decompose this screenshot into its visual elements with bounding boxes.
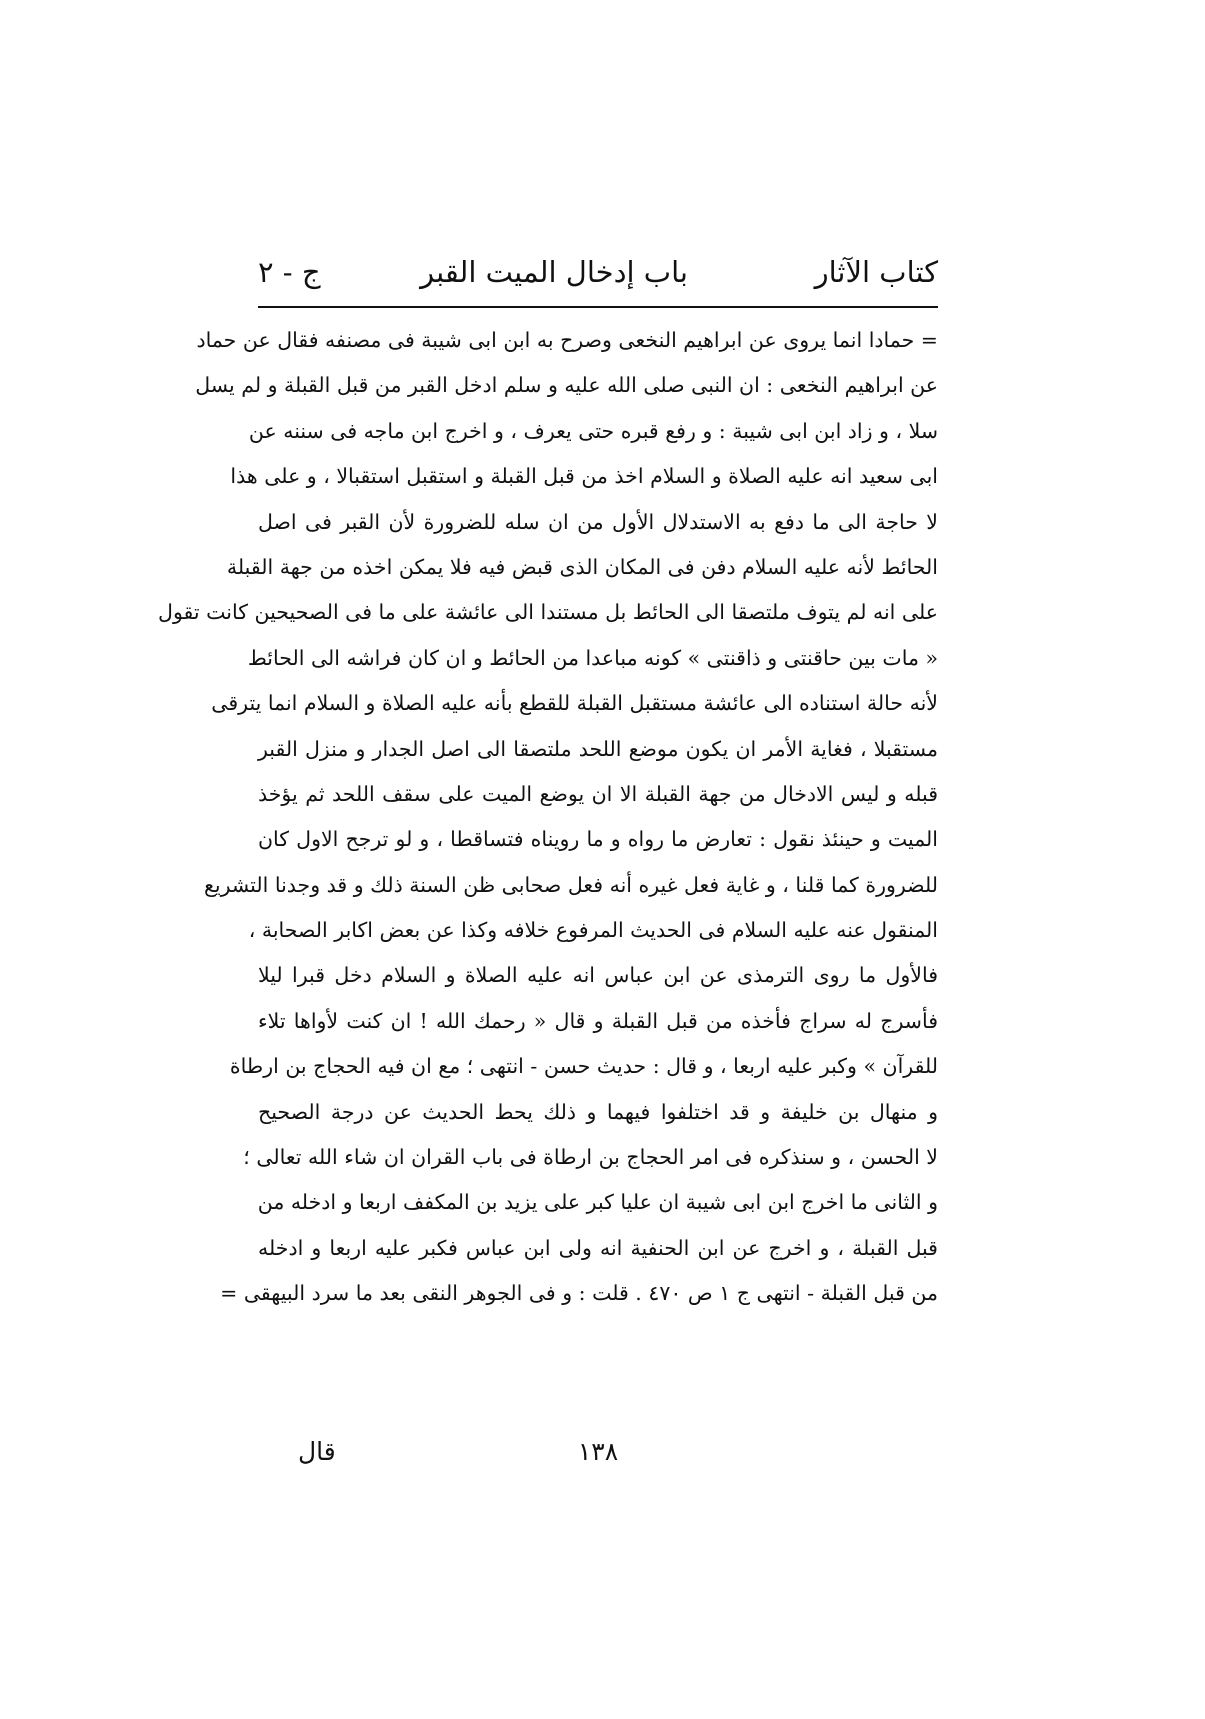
- catchword: قال: [298, 1437, 336, 1466]
- volume-number: ج - ٢: [258, 255, 321, 289]
- text-line: فأسرج له سراج فأخذه من قبل القبلة و قال « رحمك الله ! ان كنت لأواها تلاء: [258, 1008, 938, 1033]
- text-line: الحائط لأنه عليه السلام دفن فى المكان الذى قبض فيه فلا يمكن اخذه من جهة القبلة: [226, 554, 938, 579]
- header-rule: [258, 306, 938, 308]
- text-line: سلا ، و زاد ابن ابى شيبة : و رفع قبره حتى يعرف ، و اخرج ابن ماجه فى سننه عن: [248, 418, 938, 443]
- text-line: على انه لم يتوف ملتصقا الى الحائط بل مستندا الى عائشة على ما فى الصحيحين كانت تقول: [158, 600, 938, 625]
- text-line: قبله و ليس الادخال من جهة القبلة الا ان يوضع الميت على سقف اللحد ثم يؤخذ: [258, 781, 938, 806]
- chapter-title: باب إدخال الميت القبر: [420, 255, 688, 289]
- text-line: و منهال بن خليفة و قد اختلفوا فيهما و ذلك يحط الحديث عن درجة الصحيح: [258, 1099, 938, 1124]
- text-line: لا الحسن ، و سنذكره فى امر الحجاج بن ارطاة فى باب القران ان شاء الله تعالى ؛: [243, 1145, 938, 1170]
- text-line: من قبل القبلة - انتهى ج ١ ص ٤٧٠ . قلت : و فى الجوهر النقى بعد ما سرد البيهقى =: [220, 1281, 938, 1306]
- text-line: الميت و حينئذ نقول : تعارض ما رواه و ما رويناه فتساقطا ، و لو ترجح الاول كان: [258, 827, 938, 852]
- footnote-text: [158, 318, 938, 1317]
- page-footer: [258, 1430, 938, 1474]
- text-line: عن ابراهيم النخعى : ان النبى صلى الله عليه و سلم ادخل القبر من قبل القبلة و لم يسل: [195, 373, 938, 398]
- running-header: [258, 248, 938, 296]
- text-line: = حمادا انما يروى عن ابراهيم النخعى وصرح به ابن ابى شيبة فى مصنفه فقال عن حماد: [196, 328, 938, 352]
- text-line: للضرورة كما قلنا ، و غاية فعل غيره أنه فعل صحابى ظن السنة ذلك و قد وجدنا التشريع: [203, 872, 938, 897]
- page-number: ١٣٨: [577, 1437, 619, 1466]
- text-line: قبل القبلة ، و اخرج عن ابن الحنفية انه ولى ابن عباس فكبر عليه اربعا و ادخله: [258, 1235, 938, 1260]
- text-line: مستقبلا ، فغاية الأمر ان يكون موضع اللحد ملتصقا الى اصل الجدار و منزل القبر: [258, 736, 938, 761]
- text-line: ابى سعيد انه عليه الصلاة و السلام اخذ من قبل القبلة و استقبل استقبالا ، و على هذا: [230, 464, 938, 489]
- text-line: « مات بين حاقنتى و ذاقنتى » كونه مباعدا من الحائط و ان كان فراشه الى الحائط: [247, 645, 938, 670]
- text-line: للقرآن » وكبر عليه اربعا ، و قال : حديث حسن - انتهى ؛ مع ان فيه الحجاج بن ارطاة: [229, 1054, 938, 1079]
- text-line: لا حاجة الى ما دفع به الاستدلال الأول من ان سله للضرورة لأن القبر فى اصل: [258, 509, 938, 534]
- text-line: المنقول عنه عليه السلام فى الحديث المرفوع خلافه وكذا عن بعض اكابر الصحابة ،: [248, 918, 938, 943]
- text-line: لأنه حالة استناده الى عائشة مستقبل القبلة للقطع بأنه عليه الصلاة و السلام انما يترقى: [211, 691, 938, 716]
- text-line: فالأول ما روى الترمذى عن ابن عباس انه عليه الصلاة و السلام دخل قبرا ليلا: [258, 963, 938, 988]
- text-line: و الثانى ما اخرج ابن ابى شيبة ان عليا كبر على يزيد بن المكفف اربعا و ادخله من: [257, 1190, 938, 1215]
- book-title: كتاب الآثار: [814, 255, 938, 289]
